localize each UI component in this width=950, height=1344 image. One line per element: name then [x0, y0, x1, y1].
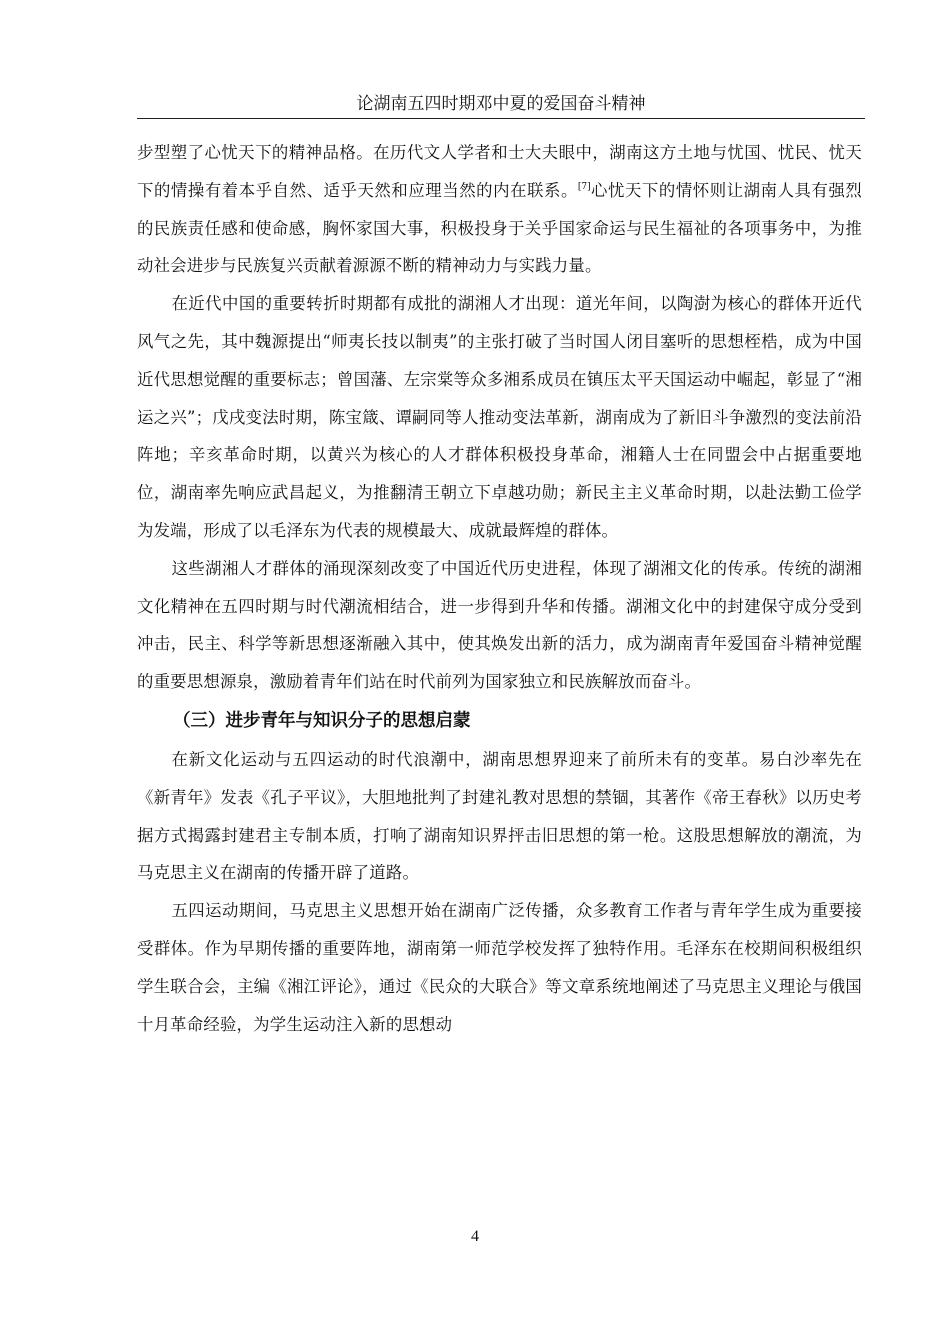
section-heading: （三）进步青年与知识分子的思想启蒙 — [173, 710, 471, 731]
paragraph-huxiang-culture: 这些湖湘人才群体的涌现深刻改变了中国近代历史进程，体现了湖湘文化的传承。传统的湖湘文化精神在五四时期与时代潮流相结合，进一步得到升华和传播。湖湘文化中的封建保守成分受到冲击，民主、科学等新思想逐渐融入其中，使其焕发出新的活力，成为湖南青年爱国奋斗精神觉醒的重要思想源泉，激励着青年们站在时代前列为国家独立和民族解放而奋斗。 — [137, 558, 862, 692]
body-text — [137, 134, 862, 1043]
header-rule — [137, 118, 865, 119]
paragraph-huxiang-talents: 在近代中国的重要转折时期都有成批的湖湘人才出现：道光年间，以陶澍为核心的群体开近代风气之先，其中魏源提出“师夷长技以制夷”的主张打破了当时国人闭目塞听的思想桎梏，成为中国近代思想觉醒的重要标志；曾国藩、左宗棠等众多湘系成员在镇压太平天国运动中崛起，彰显了“湘运之兴”；戊戌变法时期，陈宝箴、谭嗣同等人推动变法革新，湖南成为了新旧斗争激烈的变法前沿阵地；辛亥革命时期，以黄兴为核心的人才群体积极投身革命，湘籍人士在同盟会中占据重要地位，湖南率先响应武昌起义，为推翻清王朝立下卓越功勋；新民主主义革命时期，以赴法勤工俭学为发端，形成了以毛泽东为代表的规模最大、成就最辉煌的群体。 — [137, 294, 862, 540]
running-header: 论湖南五四时期邓中夏的爱国奋斗精神 — [356, 94, 646, 114]
paragraph-text: 心忧天下的情怀则让湖南人具有强烈的民族责任感和使命感，胸怀家国大事，积极投身于关乎国家命运与民生福祉的各项事务中，为推动社会进步与民族复兴贡献着源源不断的精神动力与实践力量。 — [137, 180, 863, 276]
paragraph-text: 步型塑了心忧天下的精神品格。在历代文人学者和士大夫眼中，湖南这方土地与忧国、忧民、忧天下的情操有着本乎自然、适乎天然和应理当然的内在联系。 — [137, 143, 862, 200]
citation-reference[interactable]: [7] — [577, 181, 591, 192]
paragraph-marxism-spread: 五四运动期间，马克思主义思想开始在湖南广泛传播，众多教育工作者与青年学生成为重要接受群体。作为早期传播的重要阵地，湖南第一师范学校发挥了独特作用。毛泽东在校期间积极组织学生联合会，主编《湘江评论》，通过《民众的大联合》等文章系统地阐述了马克思主义理论与俄国十月革命经验，为学生运动注入新的思想动 — [137, 901, 862, 1034]
page-number: 4 — [471, 1228, 479, 1245]
paragraph-continued — [137, 134, 862, 285]
paragraph-new-culture: 在新文化运动与五四运动的时代浪潮中，湖南思想界迎来了前所未有的变革。易白沙率先在《新青年》发表《孔子平议》，大胆地批判了封建礼教对思想的禁锢，其著作《帝王春秋》以历史考据方式揭露封建君主专制本质，打响了湖南知识界抨击旧思想的第一枪。这股思想解放的潮流，为马克思主义在湖南的传播开辟了道路。 — [137, 749, 862, 883]
